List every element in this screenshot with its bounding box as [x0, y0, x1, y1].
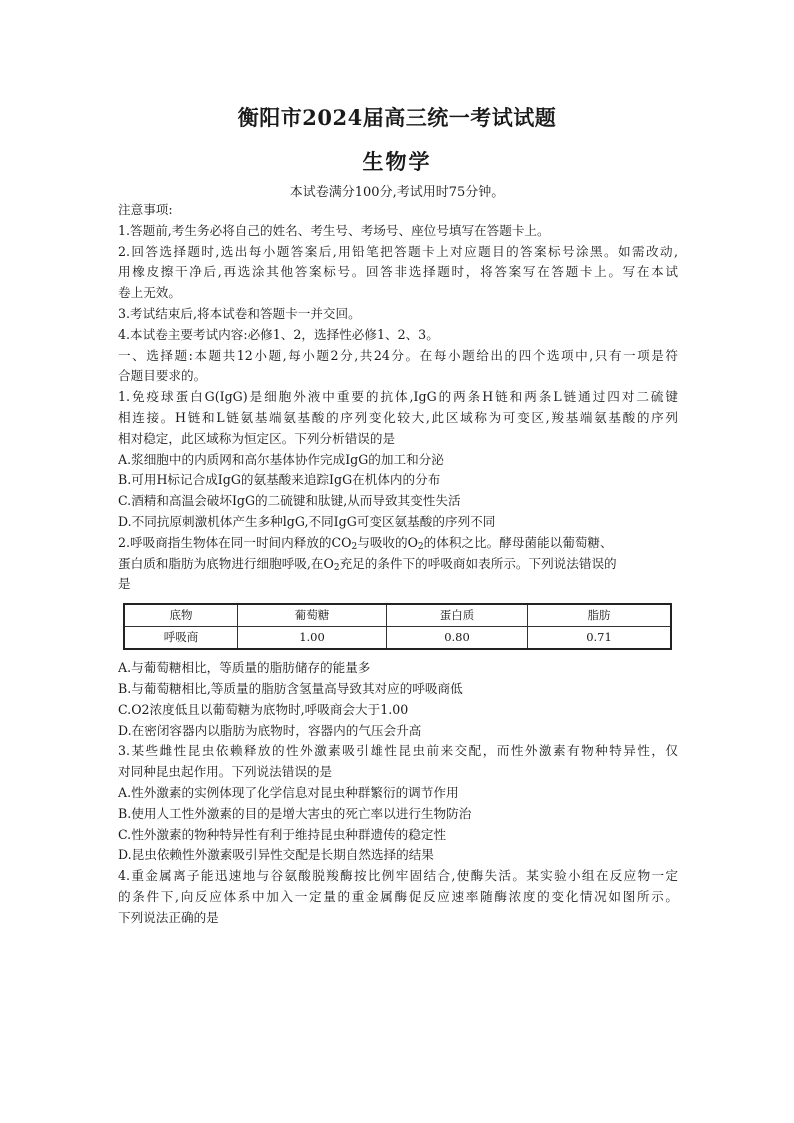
subject-title: 生物学: [362, 149, 432, 174]
stem-part: 与吸收的O: [357, 534, 418, 550]
stem-part: 蛋白质和脂肪为底物进行细胞呼吸,在O: [118, 555, 334, 571]
option-d: D.不同抗原刺激机体产生多种lgG,不同IgG可变区氨基酸的序列不同: [118, 513, 496, 529]
option-d: D.昆虫依赖性外激素吸引异性交配是长期自然选择的结果: [118, 847, 434, 863]
option-c: C.酒精和高温会破坏IgG的二硫键和肽键,从而导致其变性失活: [118, 493, 461, 509]
option-c: C.O2浓度低且以葡萄糖为底物时,呼吸商会大于1.00: [118, 701, 409, 717]
question-2: [118, 533, 678, 742]
option-b: B.与葡萄糖相比,等质量的脂肪含氢量高导致其对应的呼吸商低: [118, 680, 463, 696]
subscript: 2: [417, 541, 424, 552]
subscript: 2: [351, 541, 358, 552]
question-stem: [118, 533, 678, 554]
question-stem: 下列说法正确的是: [118, 909, 219, 925]
question-3: [118, 741, 678, 866]
question-stem: 的条件下,向反应体系中加入一定量的重金属酶促反应速率随酶浓度的变化情况如图所示。: [118, 888, 678, 904]
option-a: A.浆细胞中的内质网和高尔基体协作完成IgG的加工和分泌: [118, 451, 444, 467]
note-item: 4.本试卷主要考试内容:必修1、2，选择性必修1、2、3。: [118, 326, 439, 342]
option-b: B.使用人工性外激素的目的是增大害虫的死亡率以进行生物防治: [118, 805, 472, 821]
question-stem: 相对稳定，此区域称为恒定区。下列分析错误的是: [118, 430, 396, 446]
table-cell: 底物: [124, 604, 238, 627]
question-stem: [118, 554, 678, 575]
question-stem: 3.某些雌性昆虫依赖释放的性外激素吸引雄性昆虫前来交配，而性外激素有物种特异性，仅: [118, 743, 678, 759]
table-cell: 蛋白质: [387, 604, 528, 627]
question-stem: 对同种昆虫起作用。下列说法错误的是: [118, 764, 333, 780]
question-stem: 相连接。H链和L链氨基端氨基酸的序列变化较大,此区域称为可变区,羧基端氨基酸的序列: [118, 409, 678, 425]
section-heading: 一、选择题:本题共12小题,每小题2分,共24分。在每小题给出的四个选项中,只有一项是符: [118, 347, 678, 363]
question-1: [118, 387, 678, 533]
table-row: [124, 627, 671, 650]
table-cell: 脂肪: [528, 604, 672, 627]
table-cell: 1.00: [238, 627, 387, 650]
stem-part: 2.呼吸商指生物体在同一时间内释放的CO: [118, 534, 352, 550]
table-cell: 0.71: [528, 627, 672, 650]
subscript: 2: [333, 562, 340, 573]
stem-part: 的体积之比。酵母菌能以葡萄糖、: [423, 534, 613, 550]
section-heading-cont: 合题目要求的。: [118, 368, 207, 384]
option-b: B.可用H标记合成IgG的氨基酸来追踪IgG在机体内的分布: [118, 472, 441, 488]
exam-content: [118, 200, 678, 929]
score-note: 本试卷满分100分,考试用时75分钟。: [289, 185, 505, 200]
question-stem: 1.免疫球蛋白G(IgG)是细胞外液中重要的抗体,IgG的两条H链和两条L链通过四对二硫键: [118, 389, 678, 405]
option-d: D.在密闭容器内以脂肪为底物时，容器内的气压会升高: [118, 722, 422, 738]
question-4: [118, 866, 678, 928]
option-a: A.与葡萄糖相比，等质量的脂肪储存的能量多: [118, 660, 371, 676]
option-c: C.性外激素的物种特异性有利于维持昆虫种群遗传的稳定性: [118, 826, 447, 842]
table-cell: 葡萄糖: [238, 604, 387, 627]
table-header-row: [124, 604, 671, 627]
exam-title: 衡阳市2024届高三统一考试试题: [237, 105, 557, 130]
note-item: 1.答题前,考生务必将自己的姓名、考生号、考场号、座位号填写在答题卡上。: [118, 222, 550, 238]
note-item: 卷上无效。: [118, 285, 181, 301]
option-a: A.性外激素的实例体现了化学信息对昆虫种群繁衍的调节作用: [118, 784, 459, 800]
note-item: 2.回答选择题时,选出每小题答案后,用铅笔把答题卡上对应题目的答案标号涂黑。如需改动,: [118, 243, 678, 259]
stem-part: 充足的条件下的呼吸商如表所示。下列说法错误的: [339, 555, 617, 571]
table-cell: 0.80: [387, 627, 528, 650]
note-item: 用橡皮擦干净后,再选涂其他答案标号。回答非选择题时，将答案写在答题卡上。写在本试: [118, 264, 678, 280]
respiratory-quotient-table: [123, 603, 672, 650]
notes-heading: 注意事项:: [118, 202, 173, 217]
note-item: 3.考试结束后,将本试卷和答题卡一并交回。: [118, 305, 361, 321]
question-stem: 4.重金属离子能迅速地与谷氨酸脱羧酶按比例牢固结合,使酶失活。某实验小组在反应物一定: [118, 868, 678, 884]
question-stem: 是: [118, 576, 131, 592]
table-cell: 呼吸商: [124, 627, 238, 650]
